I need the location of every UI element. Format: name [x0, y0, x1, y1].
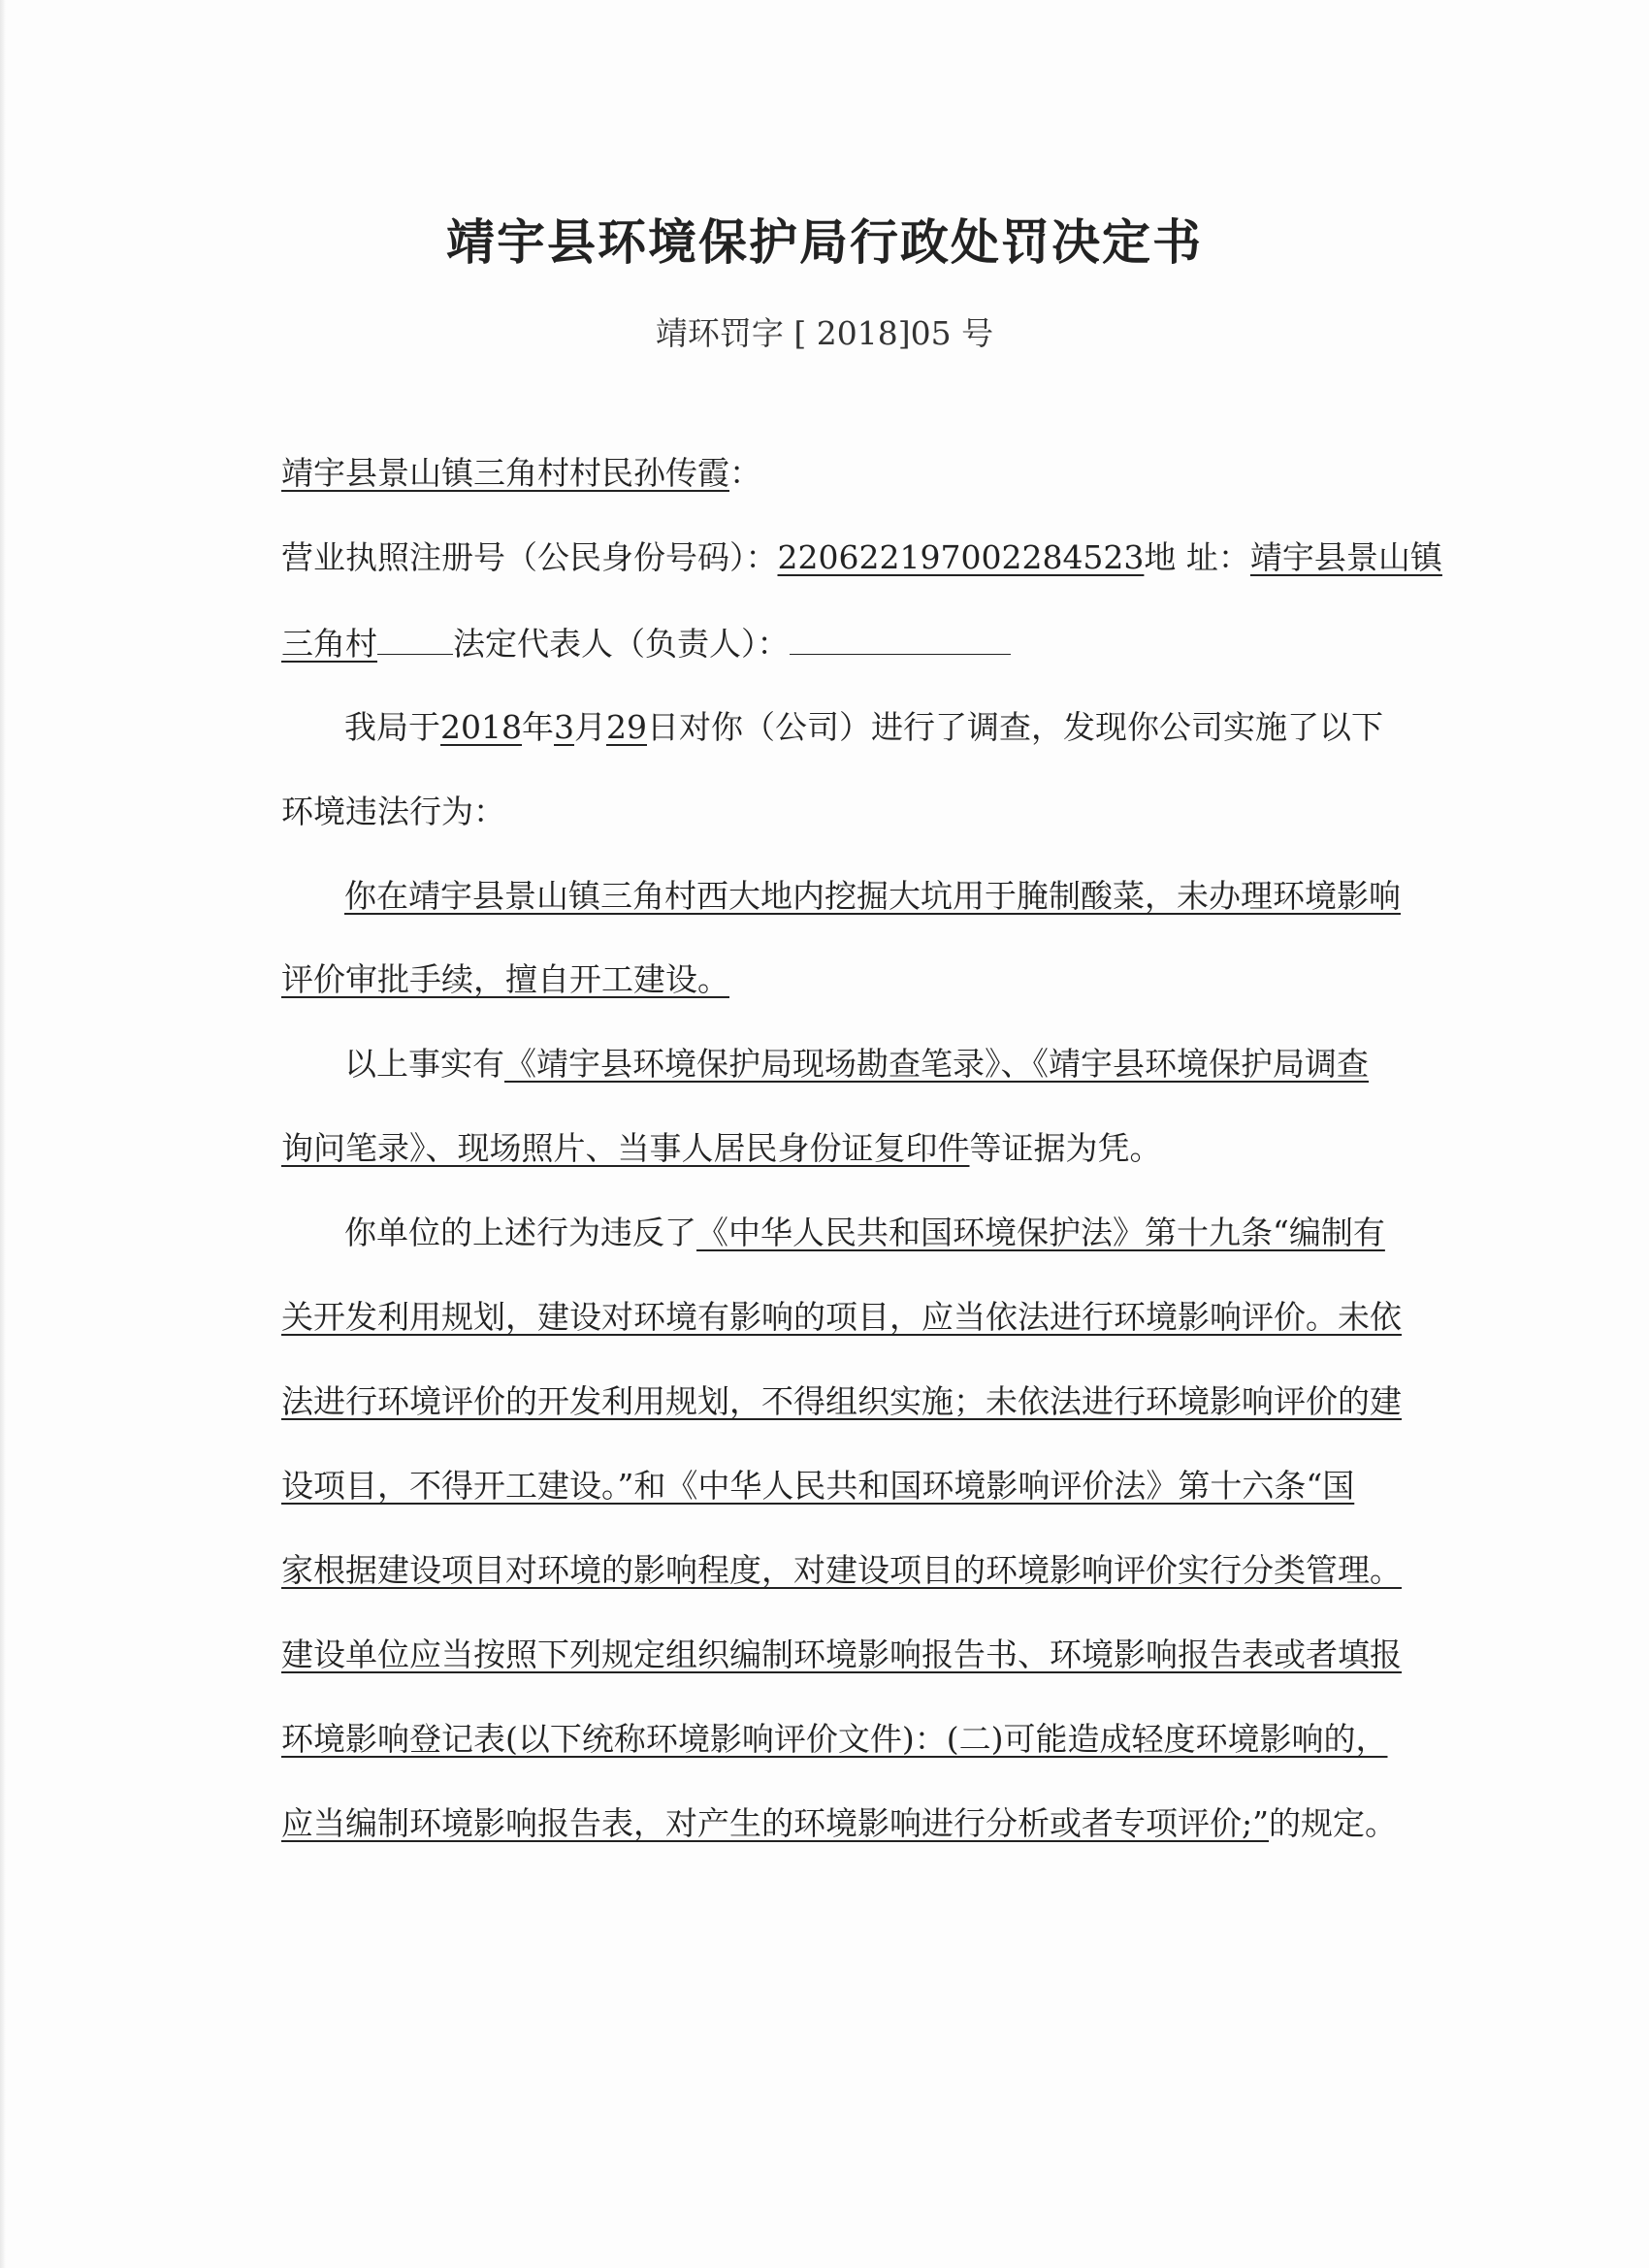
- document-title: 靖宇县环境保护局行政处罚决定书: [446, 213, 1203, 271]
- investigation-prefix: 我局于: [344, 708, 440, 746]
- addressee-colon: ：: [729, 454, 761, 492]
- investigation-line-2: 环境违法行为：: [281, 793, 505, 830]
- legal-basis-line-5: 家根据建设项目对环境的影响程度，对建设项目的环境影响评价实行分类管理。: [281, 1551, 1402, 1589]
- evidence-rest: 等证据为凭。: [969, 1129, 1162, 1167]
- investigation-line-1: [344, 708, 1383, 747]
- investigation-day: 29: [605, 708, 647, 746]
- evidence-list-2: 询问笔录》、现场照片、当事人居民身份证复印件: [281, 1129, 970, 1167]
- addressee-line: [281, 454, 761, 493]
- legal-basis-line-6: 建设单位应当按照下列规定组织编制环境影响报告书、环境影响报告表或者填报: [281, 1636, 1402, 1673]
- legal-basis-prefix: 你单位的上述行为违反了: [344, 1214, 696, 1251]
- legal-basis-line-2: 关开发利用规划，建设对环境有影响的项目，应当依法进行环境影响评价。未依: [281, 1298, 1402, 1336]
- address-label: 地 址：: [1144, 538, 1250, 576]
- investigation-rest: 日对你（公司）进行了调查，发现你公司实施了以下: [646, 708, 1383, 746]
- violation-line-1: 你在靖宇县景山镇三角村西大地内挖掘大坑用于腌制酸菜，未办理环境影响: [344, 877, 1401, 915]
- id-number: 220622197002284523: [777, 538, 1145, 576]
- investigation-year: 2018: [440, 708, 522, 746]
- address-blank: [377, 623, 453, 655]
- legal-basis-rest: 的规定。: [1269, 1804, 1397, 1842]
- evidence-line-1: [344, 1045, 1369, 1084]
- address-value-1: 靖宇县景山镇: [1249, 538, 1442, 576]
- id-label: 营业执照注册号（公民身份号码）：: [281, 538, 778, 576]
- address-legal-rep-line: [281, 623, 1011, 664]
- legal-basis-line-4: 设项目，不得开工建设。”和《中华人民共和国环境影响评价法》第十六条“国: [281, 1467, 1355, 1505]
- legal-basis-line-3: 法进行环境评价的开发利用规划，不得组织实施；未依法进行环境影响评价的建: [281, 1382, 1402, 1420]
- legal-basis-line-8: [281, 1804, 1397, 1843]
- evidence-line-2: [281, 1129, 1162, 1168]
- evidence-prefix: 以上事实有: [344, 1045, 504, 1083]
- investigation-month-suffix: 月: [573, 708, 606, 746]
- violation-line-2: 评价审批手续，擅自开工建设。: [281, 960, 729, 998]
- document-number: 靖环罚字 [ 2018]05 号: [655, 314, 994, 352]
- legal-rep-blank: [790, 623, 1011, 655]
- investigation-year-suffix: 年: [521, 708, 554, 746]
- legal-basis-quote-end: 应当编制环境影响报告表，对产生的环境影响进行分析或者专项评价;”: [281, 1804, 1269, 1842]
- evidence-list-1: 《靖宇县环境保护局现场勘查笔录》、《靖宇县环境保护局调查: [504, 1045, 1369, 1083]
- addressee-name: 靖宇县景山镇三角村村民孙传霞: [281, 454, 729, 492]
- id-address-line: [281, 538, 1442, 577]
- legal-rep-label: 法定代表人（负责人）：: [453, 625, 790, 663]
- legal-basis-line-1: [344, 1214, 1385, 1252]
- legal-basis-line-7: 环境影响登记表(以下统称环境影响评价文件)：(二)可能造成轻度环境影响的，: [281, 1720, 1388, 1758]
- legal-basis-quote-1: 《中华人民共和国环境保护法》第十九条“编制有: [696, 1214, 1385, 1251]
- address-value-2: 三角村: [281, 625, 377, 663]
- investigation-month: 3: [553, 708, 574, 746]
